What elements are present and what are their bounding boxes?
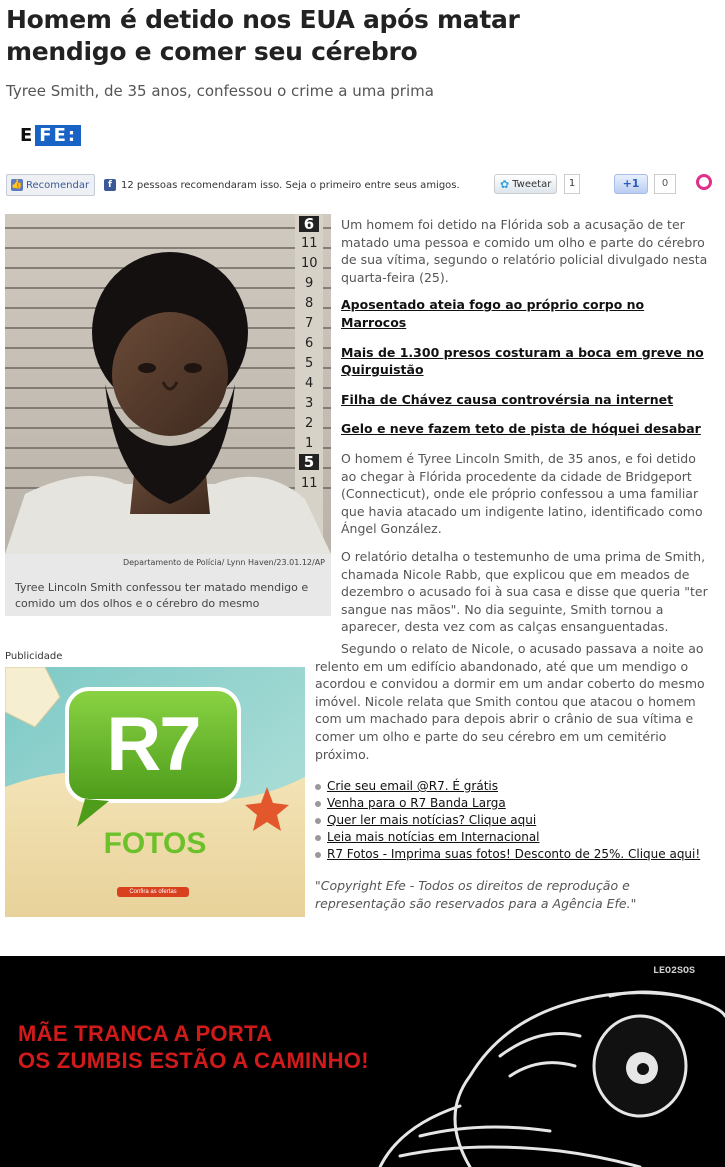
related-link[interactable]: Gelo e neve fazem teto de pista de hóquei desabar bbox=[341, 421, 701, 437]
ruler-mark: 11 bbox=[301, 236, 318, 251]
article-headline: Homem é detido nos EUA após matar mendigo e comer seu cérebro bbox=[6, 5, 520, 66]
article-body-bottom bbox=[315, 640, 713, 763]
bullet-icon bbox=[315, 818, 321, 824]
article-paragraph: Um homem foi detido na Flórida sob a acusação de ter matado uma pessoa e comido um olho e parte do cérebro de sua vítima, segundo o relatório policial divulgado nesta quarta-feira (25). bbox=[341, 217, 708, 285]
tweet-button[interactable] bbox=[494, 174, 557, 194]
recommend-count-text: 12 pessoas recomendaram isso. Seja o primeiro entre seus amigos. bbox=[121, 179, 460, 191]
article-paragraph: O relatório detalha o testemunho de uma prima de Smith, chamada Nicole Rabb, que explicou que em meados de dezembro o acusado foi à sua casa e disse que queria "ter sangue nas mãos". No dia seguinte, Smith tornou a aparecer, desta vez com as calças ensanguentadas. bbox=[341, 548, 708, 635]
related-links-list bbox=[315, 778, 715, 863]
list-item[interactable]: R7 Fotos - Imprima suas fotos! Desconto de 25%. Clique aqui! bbox=[315, 846, 715, 863]
meme-caption-line: OS ZUMBIS ESTÃO A CAMINHO! bbox=[18, 1048, 369, 1073]
facebook-recommend-button[interactable] bbox=[6, 174, 95, 196]
advertising-label: Publicidade bbox=[5, 651, 63, 662]
ruler-mark: 4 bbox=[305, 376, 314, 391]
list-item[interactable]: Venha para o R7 Banda Larga bbox=[315, 795, 715, 812]
related-link[interactable]: Mais de 1.300 presos costuram a boca em greve no Quirguistão bbox=[341, 344, 704, 378]
ruler-mark: 10 bbox=[301, 256, 318, 271]
r7-logo-text: R7 bbox=[106, 702, 200, 787]
google-plus-one-button[interactable]: +1 bbox=[614, 174, 648, 194]
bullet-icon bbox=[315, 801, 321, 807]
ruler-mark: 11 bbox=[301, 476, 318, 491]
efe-logo-e: E bbox=[20, 124, 34, 146]
tweet-label: Tweetar bbox=[512, 178, 552, 190]
list-item[interactable]: Leia mais notícias em Internacional bbox=[315, 829, 715, 846]
meme-caption-line: MÃE TRANCA A PORTA bbox=[18, 1021, 273, 1046]
twitter-bird-icon: ✿ bbox=[500, 177, 510, 191]
meme-watermark: LEO2SOS bbox=[652, 966, 695, 977]
related-link[interactable]: Aposentado ateia fogo ao próprio corpo no Marrocos bbox=[341, 297, 645, 330]
ruler-mark: 8 bbox=[305, 296, 314, 311]
facebook-recommend-text bbox=[104, 179, 460, 191]
meme-panel bbox=[0, 956, 725, 1167]
recommend-label: Recomendar bbox=[26, 179, 90, 191]
social-bar bbox=[4, 172, 720, 198]
r7-offer-button[interactable]: Confira as ofertas bbox=[129, 889, 177, 895]
copyright-notice: "Copyright Efe - Todos os direitos de reprodução e representação são reservados para a Agência Efe." bbox=[315, 878, 637, 911]
efe-logo-box: FE: bbox=[35, 125, 81, 146]
r7-fotos-ad[interactable] bbox=[5, 667, 305, 917]
efe-logo bbox=[20, 124, 81, 146]
thumbs-up-icon: 👍 bbox=[11, 180, 23, 190]
meme-caption bbox=[18, 1020, 369, 1074]
photo-box bbox=[5, 214, 331, 616]
ruler-mark: 1 bbox=[305, 436, 314, 451]
ruler-mark: 5 bbox=[305, 356, 314, 371]
article-paragraph: O homem é Tyree Lincoln Smith, de 35 anos, e foi detido ao chegar à Flórida procedente da cidade de Bridgeport (Connecticut), onde ele próprio confessou a uma familiar que havia atacado um indigente latino, identificado como Ángel González. bbox=[341, 450, 703, 537]
bullet-icon bbox=[315, 784, 321, 790]
ruler-mark: 6 bbox=[299, 216, 319, 232]
list-item[interactable]: Quer ler mais notícias? Clique aqui bbox=[315, 812, 715, 829]
facebook-icon: f bbox=[104, 179, 116, 191]
ruler-mark: 2 bbox=[305, 416, 314, 431]
bullet-icon bbox=[315, 852, 321, 858]
article-body-top bbox=[341, 216, 713, 646]
mugshot-photo[interactable] bbox=[5, 214, 331, 554]
mugshot-image bbox=[5, 214, 331, 554]
list-item[interactable]: Crie seu email @R7. É grátis bbox=[315, 778, 715, 795]
google-plus-count: 0 bbox=[654, 174, 676, 194]
r7-fotos-text: FOTOS bbox=[103, 827, 207, 860]
article-paragraph: Segundo o relato de Nicole, o acusado passava a noite ao relento em um edifício abandonado, até que um mendigo o acordou e convidou a dormir em um andar coberto do mesmo imóvel. Nicole relata que Smith contou que atacou o homem com um machado para depois abrir o crânio de sua vítima e comer um olho e parte do seu cérebro em um cemitério próximo. bbox=[315, 641, 705, 762]
ruler-mark: 5 bbox=[299, 454, 319, 470]
ruler-mark: 6 bbox=[305, 336, 314, 351]
ruler-mark: 3 bbox=[305, 396, 314, 411]
ruler-mark: 9 bbox=[305, 276, 314, 291]
tweet-count: 1 bbox=[564, 174, 580, 194]
photo-credit: Departamento de Polícia/ Lynn Haven/23.01.12/AP bbox=[122, 558, 325, 567]
related-link[interactable]: Filha de Chávez causa controvérsia na internet bbox=[341, 391, 674, 407]
photo-caption: Tyree Lincoln Smith confessou ter matado mendigo e comido um dos olhos e o cérebro do mesmo bbox=[15, 581, 309, 610]
bullet-icon bbox=[315, 835, 321, 841]
orkut-icon[interactable] bbox=[696, 174, 712, 190]
article-subheadline: Tyree Smith, de 35 anos, confessou o crime a uma prima bbox=[6, 82, 434, 100]
ruler-mark: 7 bbox=[305, 316, 314, 331]
